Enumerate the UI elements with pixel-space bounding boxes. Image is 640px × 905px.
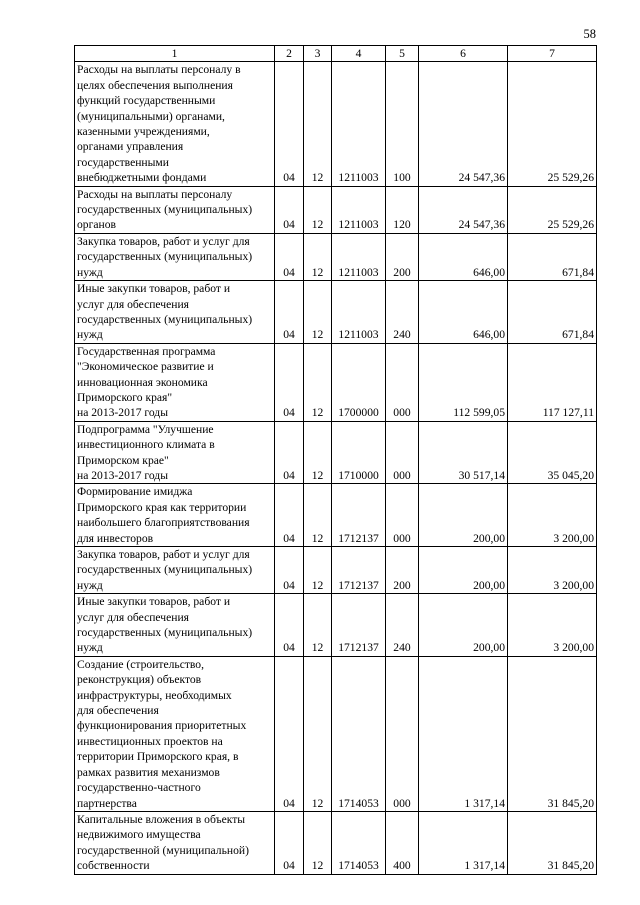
row-name-cell: Расходы на выплаты персоналу государственных (муниципальных) органов xyxy=(75,186,275,233)
row-target-code-cell: 1211003 xyxy=(332,62,386,186)
row-section-cell: 04 xyxy=(275,421,304,484)
header-cell: 5 xyxy=(386,46,419,62)
row-name-cell: Расходы на выплаты персоналу в целях обеспечения выполнения функций государственными (муниципальными) органами, казенными учреждениями, органами управления государственными внебюджетными фондами xyxy=(75,62,275,186)
table-row xyxy=(75,186,597,233)
row-expense-type-cell: 000 xyxy=(386,421,419,484)
row-section-cell: 04 xyxy=(275,343,304,421)
row-name-cell: Государственная программа "Экономическое развитие и инновационная экономика Приморского края" на 2013-2017 годы xyxy=(75,343,275,421)
row-section-cell: 04 xyxy=(275,62,304,186)
row-amount-col6-cell: 1 317,14 xyxy=(419,811,508,874)
row-name-cell: Подпрограмма "Улучшение инвестиционного климата в Приморском крае" на 2013-2017 годы xyxy=(75,421,275,484)
row-target-code-cell: 1211003 xyxy=(332,186,386,233)
row-expense-type-cell: 000 xyxy=(386,656,419,811)
row-expense-type-cell: 400 xyxy=(386,811,419,874)
row-amount-col7-cell: 671,84 xyxy=(508,233,597,280)
header-cell: 7 xyxy=(508,46,597,62)
row-target-code-cell: 1714053 xyxy=(332,811,386,874)
header-cell: 4 xyxy=(332,46,386,62)
row-section-cell: 04 xyxy=(275,484,304,547)
row-target-code-cell: 1211003 xyxy=(332,233,386,280)
row-expense-type-cell: 200 xyxy=(386,547,419,594)
row-subsection-cell: 12 xyxy=(304,281,332,344)
page-number: 58 xyxy=(583,27,596,41)
header-cell: 3 xyxy=(304,46,332,62)
table-row xyxy=(75,281,597,344)
row-amount-col6-cell: 1 317,14 xyxy=(419,656,508,811)
row-subsection-cell: 12 xyxy=(304,484,332,547)
row-section-cell: 04 xyxy=(275,811,304,874)
row-section-cell: 04 xyxy=(275,547,304,594)
row-target-code-cell: 1712137 xyxy=(332,547,386,594)
table-row xyxy=(75,656,597,811)
row-expense-type-cell: 100 xyxy=(386,62,419,186)
row-amount-col6-cell: 24 547,36 xyxy=(419,186,508,233)
row-subsection-cell: 12 xyxy=(304,656,332,811)
table-row xyxy=(75,343,597,421)
row-name-cell: Закупка товаров, работ и услуг для государственных (муниципальных) нужд xyxy=(75,547,275,594)
row-amount-col7-cell: 25 529,26 xyxy=(508,186,597,233)
row-amount-col6-cell: 646,00 xyxy=(419,281,508,344)
row-name-cell: Закупка товаров, работ и услуг для государственных (муниципальных) нужд xyxy=(75,233,275,280)
row-amount-col7-cell: 31 845,20 xyxy=(508,811,597,874)
table-header-row xyxy=(75,46,597,62)
table-row xyxy=(75,811,597,874)
row-amount-col6-cell: 24 547,36 xyxy=(419,62,508,186)
row-amount-col7-cell: 117 127,11 xyxy=(508,343,597,421)
row-target-code-cell: 1710000 xyxy=(332,421,386,484)
row-target-code-cell: 1700000 xyxy=(332,343,386,421)
row-section-cell: 04 xyxy=(275,656,304,811)
row-section-cell: 04 xyxy=(275,594,304,657)
row-expense-type-cell: 120 xyxy=(386,186,419,233)
row-amount-col7-cell: 35 045,20 xyxy=(508,421,597,484)
row-target-code-cell: 1714053 xyxy=(332,656,386,811)
header-cell: 6 xyxy=(419,46,508,62)
row-section-cell: 04 xyxy=(275,281,304,344)
row-name-cell: Капитальные вложения в объекты недвижимого имущества государственной (муниципальной) собственности xyxy=(75,811,275,874)
row-name-cell: Формирование имиджа Приморского края как территории наибольшего благоприятствования для инвесторов xyxy=(75,484,275,547)
row-amount-col7-cell: 31 845,20 xyxy=(508,656,597,811)
row-target-code-cell: 1211003 xyxy=(332,281,386,344)
row-expense-type-cell: 200 xyxy=(386,233,419,280)
header-cell: 1 xyxy=(75,46,275,62)
row-amount-col6-cell: 200,00 xyxy=(419,594,508,657)
table-row xyxy=(75,62,597,186)
row-amount-col7-cell: 3 200,00 xyxy=(508,484,597,547)
row-expense-type-cell: 240 xyxy=(386,594,419,657)
table-row xyxy=(75,421,597,484)
row-amount-col6-cell: 112 599,05 xyxy=(419,343,508,421)
row-name-cell: Иные закупки товаров, работ и услуг для обеспечения государственных (муниципальных) нужд xyxy=(75,594,275,657)
row-subsection-cell: 12 xyxy=(304,421,332,484)
row-amount-col7-cell: 3 200,00 xyxy=(508,547,597,594)
row-subsection-cell: 12 xyxy=(304,547,332,594)
row-amount-col6-cell: 646,00 xyxy=(419,233,508,280)
row-subsection-cell: 12 xyxy=(304,233,332,280)
row-amount-col7-cell: 671,84 xyxy=(508,281,597,344)
row-expense-type-cell: 000 xyxy=(386,343,419,421)
row-amount-col6-cell: 200,00 xyxy=(419,484,508,547)
row-section-cell: 04 xyxy=(275,233,304,280)
row-name-cell: Иные закупки товаров, работ и услуг для обеспечения государственных (муниципальных) нужд xyxy=(75,281,275,344)
header-cell: 2 xyxy=(275,46,304,62)
table-row xyxy=(75,594,597,657)
row-amount-col7-cell: 3 200,00 xyxy=(508,594,597,657)
row-subsection-cell: 12 xyxy=(304,186,332,233)
row-amount-col7-cell: 25 529,26 xyxy=(508,62,597,186)
row-subsection-cell: 12 xyxy=(304,343,332,421)
row-expense-type-cell: 000 xyxy=(386,484,419,547)
budget-table xyxy=(74,45,597,875)
row-section-cell: 04 xyxy=(275,186,304,233)
table-row xyxy=(75,547,597,594)
row-subsection-cell: 12 xyxy=(304,594,332,657)
table-row xyxy=(75,484,597,547)
row-target-code-cell: 1712137 xyxy=(332,594,386,657)
table-row xyxy=(75,233,597,280)
row-name-cell: Создание (строительство, реконструкция) объектов инфраструктуры, необходимых для обеспечения функционирования приоритетных инвестиционных проектов на территории Приморского края, в рамках развития механизмов государственно-частного партнерства xyxy=(75,656,275,811)
row-target-code-cell: 1712137 xyxy=(332,484,386,547)
row-subsection-cell: 12 xyxy=(304,811,332,874)
row-amount-col6-cell: 200,00 xyxy=(419,547,508,594)
row-subsection-cell: 12 xyxy=(304,62,332,186)
row-expense-type-cell: 240 xyxy=(386,281,419,344)
row-amount-col6-cell: 30 517,14 xyxy=(419,421,508,484)
